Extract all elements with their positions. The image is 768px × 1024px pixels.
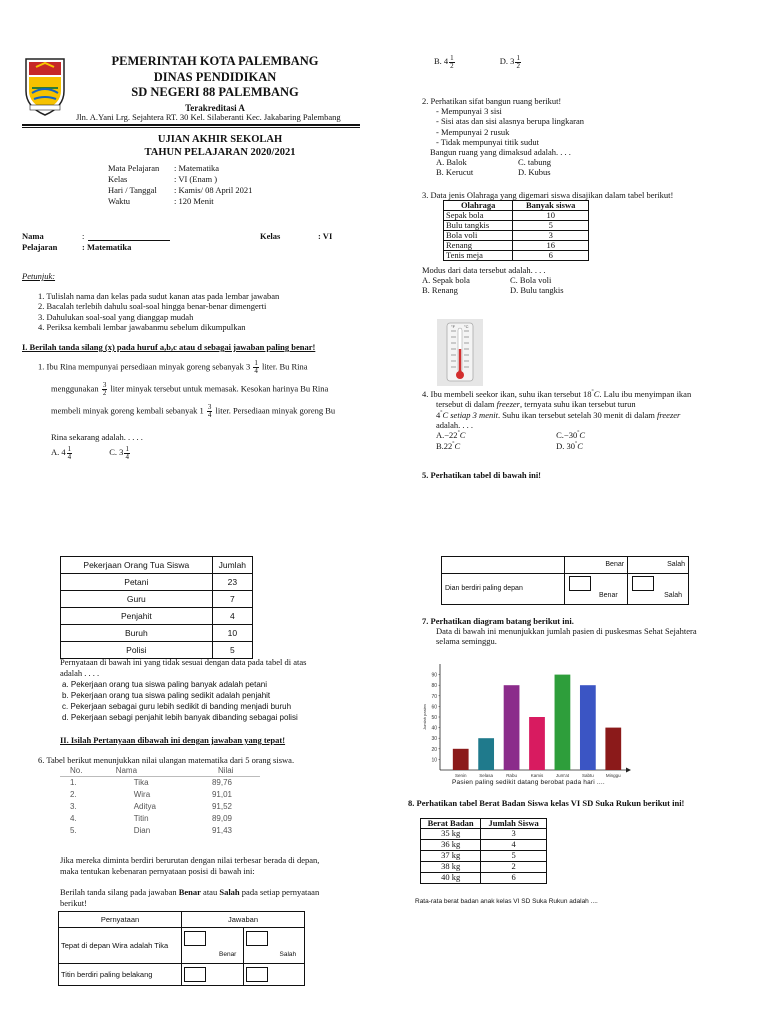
q5-option[interactable]: a. Pekerjaan orang tua siswa paling banyak adalah petani bbox=[62, 680, 268, 689]
table-row bbox=[61, 591, 253, 608]
bar bbox=[529, 717, 545, 770]
fraction-3-4: $\frac{3}{4}$ bbox=[207, 403, 212, 419]
q6-2-benar-checkbox[interactable] bbox=[184, 967, 206, 982]
question-6-text: Jika mereka diminta berdiri berurutan dengan nilai terbesar berada di depan, maka tentukan kebenaran pernyataan posisi di bawah ini: Berilah tanda silang pada jawaban Benar atau Salah pada setiap pernyataan berikut! bbox=[60, 855, 320, 908]
x-tick-label: Minggu bbox=[605, 773, 621, 778]
exam-title: UJIAN AKHIR SEKOLAH bbox=[157, 134, 283, 145]
table-cell: Tika bbox=[133, 777, 149, 787]
q2-property: - Sisi atas dan sisi alasnya berupa lingkaran bbox=[436, 116, 585, 127]
table-row bbox=[444, 230, 589, 240]
petunjuk-list bbox=[38, 291, 279, 332]
petunjuk-item: 1. Tulislah nama dan kelas pada sudut kanan atas pada lembar jawaban bbox=[38, 291, 280, 301]
table-cell: Titin bbox=[133, 813, 149, 823]
q5-option[interactable]: c. Pekerjaan sebagai guru lebih sedikit di banding menjadi buruh bbox=[62, 701, 292, 711]
q5-option[interactable]: b. Pekerjaan orang tua siswa paling sedikit adalah penjahit bbox=[62, 690, 271, 700]
nama-colon: : bbox=[82, 231, 85, 241]
q2-option-c[interactable]: C. tabung bbox=[518, 157, 552, 168]
table-row bbox=[60, 777, 260, 789]
q5-options bbox=[62, 680, 298, 724]
q8-table bbox=[420, 818, 547, 884]
bar bbox=[555, 675, 571, 770]
question-3-stem: 3. Data jenis Olahraga yang digemari siswa disajikan dalam tabel berikut! bbox=[422, 190, 674, 200]
petunjuk-title: Petunjuk: bbox=[22, 271, 56, 281]
q6-answer-table-continued: Benar Salah Dian berdiri paling depan Benar Salah bbox=[441, 556, 689, 605]
q5-table bbox=[60, 556, 253, 659]
nama-field[interactable] bbox=[88, 240, 170, 241]
table-cell: 7 bbox=[212, 591, 252, 608]
x-tick-label: Selasa bbox=[479, 773, 494, 778]
table-row bbox=[60, 825, 260, 837]
y-tick-label: 80 bbox=[431, 683, 437, 690]
y-tick-label: 90 bbox=[431, 672, 437, 679]
q4-option-b[interactable]: B.22°C bbox=[436, 440, 461, 451]
table-cell: Dian bbox=[133, 825, 151, 835]
q6-3-salah-checkbox[interactable] bbox=[632, 576, 654, 591]
table-cell: 2 bbox=[481, 861, 547, 872]
table-cell: Aditya bbox=[133, 801, 156, 811]
table-cell: 1. bbox=[70, 777, 77, 787]
header-agency: DINAS PENDIDIKAN bbox=[153, 69, 277, 84]
table-cell: 5 bbox=[481, 850, 547, 861]
patient-bar-chart bbox=[418, 660, 633, 788]
question-8-stem: 8. Perhatikan tabel Berat Badan Siswa kelas VI SD Suka Rukun berikut ini! bbox=[408, 798, 685, 808]
header-address: Jln. A.Yani Lrg. Sejahtera RT. 30 Kel. Silaberanti Kec. Jakabaring Palembang bbox=[76, 112, 341, 122]
table-cell: 40 kg bbox=[421, 872, 481, 883]
table-row bbox=[60, 813, 260, 825]
q5-option[interactable]: d. Pekerjaan sebagi penjahit lebih banyak dibanding sebagai polisi bbox=[62, 712, 298, 722]
table-header-cell: Berat Badan bbox=[421, 819, 481, 829]
table-cell: Polisi bbox=[61, 642, 213, 659]
kelas-value: : VI bbox=[318, 231, 333, 241]
q6-2-salah-checkbox[interactable] bbox=[246, 967, 268, 982]
table-cell: 4 bbox=[481, 839, 547, 850]
table-cell: 5. bbox=[70, 825, 77, 835]
table-header-cell: Nilai bbox=[217, 766, 234, 775]
table-row bbox=[421, 839, 547, 850]
question-3-options: Modus dari data tersebut adalah. . . . A. Sepak bola C. Bola voli B. Renang D. Bulu tangkis bbox=[422, 265, 564, 296]
q7-caption: Pasien paling sedikit datang berobat pada hari .... bbox=[452, 779, 605, 786]
table-cell: Penjahit bbox=[61, 608, 213, 625]
table-cell: 89,76 bbox=[211, 777, 232, 787]
table-row bbox=[61, 625, 253, 642]
exam-year: TAHUN PELAJARAN 2020/2021 bbox=[144, 147, 296, 159]
fraction-1-4: $\frac{1}{4}$ bbox=[254, 359, 258, 375]
q6-statement-1: Tepat di depan Wira adalah Tika bbox=[59, 928, 182, 964]
table-row bbox=[421, 872, 547, 883]
section-2-title: II. Isilah Pertanyaan dibawah ini dengan jawaban yang tepat! bbox=[60, 735, 286, 745]
q3-option-b[interactable]: B. Renang bbox=[422, 285, 458, 296]
table-cell: 89,09 bbox=[211, 813, 232, 823]
bar bbox=[580, 685, 596, 770]
q2-option-a[interactable]: A. Balok bbox=[436, 157, 467, 168]
q2-property: - Mempunyai 2 rusuk bbox=[436, 126, 510, 137]
table-row bbox=[61, 642, 253, 659]
table-row bbox=[444, 240, 589, 250]
q6-table bbox=[60, 766, 260, 837]
table-cell: 4 bbox=[212, 608, 252, 625]
question-4: 4. Ibu membeli seekor ikan, suhu ikan tersebut 18°C. Lalu ibu menyimpan ikan tersebut di dalam freezer, ternyata suhu ikan tersebut turun 4°C setiap 3 menit. Suhu ikan tersebut setelah 30 menit di dalam freezer adalah. . . . A.−22°C C.−30°C B.22°C D. 30°C bbox=[422, 389, 692, 451]
table-row bbox=[60, 789, 260, 801]
table-cell: Guru bbox=[61, 591, 213, 608]
table-row bbox=[421, 828, 547, 839]
q2-property: - Mempunyai 3 sisi bbox=[436, 106, 502, 117]
x-tick-label: Rabu bbox=[506, 773, 517, 778]
y-tick-label: 70 bbox=[431, 693, 437, 700]
svg-text:°F: °F bbox=[451, 324, 456, 329]
question-1: 1. Ibu Rina mempunyai persediaan minyak goreng sebanyak 3 $\frac{1}{4}$ liter. Bu Rina menggunakan $\frac{3}{2}$ liter minyak tersebut untuk memasak. Kesokan harinya Bu Rina membeli minyak goreng kembali sebanyak 1 $\frac{3}{4}$ liter. Persediaan minyak goreng Bu Rina sekarang adalah. . . . . A. 4 $\frac{1}{4}$ C. 3 $\frac{1}{4}$ bbox=[38, 359, 336, 461]
table-cell: Renang bbox=[444, 240, 513, 250]
q2-option-d[interactable]: D. Kubus bbox=[518, 167, 551, 178]
header-divider bbox=[22, 124, 360, 128]
bar bbox=[478, 738, 494, 770]
q8-ask: Rata-rata berat badan anak kelas VI SD Suka Rukun adalah .... bbox=[415, 898, 598, 905]
question-6-stem: 6. Tabel berikut menunjukkan nilai ulangan matematika dari 5 orang siswa. bbox=[38, 755, 295, 765]
table-header-cell: Banyak siswa bbox=[513, 201, 589, 211]
section-1-title: I. Berilah tanda silang (x) pada huruf a,b,c atau d sebagai jawaban paling benar! bbox=[22, 342, 316, 352]
x-tick-label: Sabtu bbox=[581, 773, 594, 778]
y-tick-label: 60 bbox=[431, 704, 437, 711]
x-axis-arrow bbox=[626, 768, 631, 773]
table-cell: Bulu tangkis bbox=[444, 220, 513, 230]
table-cell: 91,01 bbox=[211, 789, 232, 799]
table-cell: 6 bbox=[513, 250, 589, 260]
pelajaran-label: Pelajaran bbox=[22, 242, 58, 252]
table-row bbox=[421, 861, 547, 872]
table-cell: 36 kg bbox=[421, 839, 481, 850]
nama-label: Nama bbox=[22, 231, 44, 241]
q1-option-a[interactable]: A. 4 $\frac{1}{4}$ bbox=[51, 445, 72, 461]
table-cell: 3 bbox=[513, 230, 589, 240]
x-tick-label: Kamis bbox=[530, 773, 544, 778]
q6-statement-2: Titin berdiri paling belakang bbox=[59, 964, 182, 986]
table-cell: 16 bbox=[513, 240, 589, 250]
table-header-cell: Pekerjaan Orang Tua Siswa bbox=[61, 557, 213, 574]
q1-option-b[interactable]: B. 4 $\frac{1}{2}$ bbox=[434, 54, 454, 70]
table-cell: Tenis meja bbox=[444, 250, 513, 260]
bar bbox=[504, 685, 520, 770]
table-cell: 91,43 bbox=[211, 825, 232, 835]
q6-statement-3: Dian berdiri paling depan bbox=[442, 574, 565, 605]
q6-th-answer: Jawaban bbox=[182, 912, 305, 928]
q3-option-c[interactable]: C. Bola voli bbox=[510, 275, 552, 286]
y-tick-label: 40 bbox=[431, 725, 437, 732]
header-government: PEMERINTAH KOTA PALEMBANG bbox=[111, 54, 319, 68]
table-row bbox=[444, 210, 589, 220]
q6-3-benar-checkbox[interactable] bbox=[569, 576, 591, 591]
svg-text:°C: °C bbox=[464, 324, 469, 329]
table-cell: Bola voli bbox=[444, 230, 513, 240]
q3-table bbox=[443, 200, 589, 261]
q4-option-a[interactable]: A.−22°C bbox=[436, 430, 466, 441]
thermometer-image bbox=[437, 319, 483, 386]
table-row bbox=[61, 608, 253, 625]
table-cell: 3 bbox=[481, 828, 547, 839]
y-tick-label: 50 bbox=[431, 715, 437, 721]
table-cell: 37 kg bbox=[421, 850, 481, 861]
table-cell: 4. bbox=[70, 813, 77, 823]
exam-meta-row: Mata Pelajaran : Matematika bbox=[108, 163, 220, 173]
bar bbox=[605, 728, 621, 770]
petunjuk-item: 4. Periksa kembali lembar jawabanmu sebelum dikumpulkan bbox=[38, 322, 246, 333]
question-7: 7. Perhatikan diagram batang berikut ini. Data di bawah ini menunjukkan jumlah pasien di puskesmas Sehat Sejahtera selama seminggu. bbox=[422, 616, 697, 647]
table-header-cell: No. bbox=[70, 766, 83, 775]
table-cell: Wira bbox=[133, 789, 151, 799]
table-row bbox=[444, 220, 589, 230]
table-row bbox=[60, 801, 260, 813]
y-tick-label: 10 bbox=[431, 757, 437, 764]
table-cell: 10 bbox=[212, 625, 252, 642]
table-cell: 2. bbox=[70, 789, 77, 799]
table-cell: 5 bbox=[212, 642, 252, 659]
q1-option-d[interactable]: D. 3 $\frac{1}{2}$ bbox=[499, 54, 520, 70]
q6-1-benar-checkbox[interactable] bbox=[184, 931, 206, 946]
table-header-cell: Olahraga bbox=[444, 201, 513, 211]
q4-option-c[interactable]: C.−30°C bbox=[556, 430, 586, 441]
table-cell: Petani bbox=[61, 574, 213, 591]
q1-remaining-options bbox=[434, 55, 522, 70]
exam-meta-row: Waktu : 120 Menit bbox=[108, 196, 214, 206]
table-header-cell: Jumlah Siswa bbox=[481, 819, 547, 829]
q1-option-c[interactable]: C. 3 $\frac{1}{4}$ bbox=[109, 445, 129, 461]
y-axis-label: Jumlah pasien bbox=[422, 704, 427, 730]
bar bbox=[453, 749, 469, 770]
table-header-cell: Nama bbox=[115, 766, 138, 775]
table-cell: 3. bbox=[70, 801, 77, 811]
q4-option-d[interactable]: D. 30°C bbox=[556, 440, 583, 451]
table-row bbox=[61, 574, 253, 591]
q6-answer-table: Pernyataan Jawaban Tepat di depan Wira adalah Tika Benar Salah Titin berdiri paling belakang bbox=[58, 911, 305, 986]
table-cell: Sepak bola bbox=[444, 210, 513, 220]
table-cell: 23 bbox=[212, 574, 252, 591]
table-row bbox=[444, 250, 589, 260]
y-tick-label: 30 bbox=[431, 736, 437, 743]
table-cell: 6 bbox=[481, 872, 547, 883]
q2-property: - Tidak mempunyai titik sudut bbox=[436, 136, 539, 147]
table-header-cell: Jumlah bbox=[212, 557, 252, 574]
pelajaran-value: : Matematika bbox=[82, 242, 132, 252]
fraction-3-2: $\frac{3}{2}$ bbox=[102, 381, 107, 397]
table-cell: 10 bbox=[513, 210, 589, 220]
exam-meta-row: Hari / Tanggal : Kamis/ 08 April 2021 bbox=[108, 185, 253, 195]
header-school: SD NEGERI 88 PALEMBANG bbox=[131, 85, 299, 100]
table-cell: 91,52 bbox=[211, 801, 232, 811]
question-5-stem: 5. Perhatikan tabel di bawah ini! bbox=[422, 470, 542, 480]
exam-meta-row: Kelas : VI (Enam ) bbox=[108, 174, 218, 184]
table-cell: 5 bbox=[513, 220, 589, 230]
x-tick-label: Senin bbox=[454, 773, 467, 778]
kelas-label: Kelas bbox=[260, 231, 281, 241]
table-row bbox=[421, 850, 547, 861]
q3-option-d[interactable]: D. Bulu tangkis bbox=[510, 285, 564, 296]
thermometer-icon bbox=[437, 319, 483, 386]
table-cell: 35 kg bbox=[421, 828, 481, 839]
y-tick-label: 20 bbox=[431, 746, 437, 753]
q6-th-statement: Pernyataan bbox=[59, 912, 182, 928]
petunjuk-item: 2. Bacalah terlebih dahulu soal-soal hingga benar-benar dimengerti bbox=[38, 301, 267, 312]
table-cell: Buruh bbox=[61, 625, 213, 642]
exam-meta bbox=[108, 163, 252, 207]
q2-option-b[interactable]: B. Kerucut bbox=[436, 167, 474, 178]
header-accreditation: Terakreditasi A bbox=[185, 102, 245, 113]
table-cell: 38 kg bbox=[421, 861, 481, 872]
petunjuk-item: 3. Dahulukan soal-soal yang dianggap mudah bbox=[38, 311, 194, 322]
question-5-ask: Pernyataan di bawah ini yang tidak sesuai dengan data pada tabel di atas adalah . . . . bbox=[60, 657, 307, 678]
q6-1-salah-checkbox[interactable] bbox=[246, 931, 268, 946]
x-tick-label: Jum'at bbox=[555, 773, 569, 778]
q3-option-a[interactable]: A. Sepak bola bbox=[422, 275, 470, 286]
question-2: 2. Perhatikan sifat bangun ruang berikut! - Mempunyai 3 sisi - Sisi atas dan sisi alasnya berupa lingkaran - Mempunyai 2 rusuk - Tidak mempunyai titik sudut Bangun ruang yang dimaksud adalah. . . . A. Balok C. tabung B. Kerucut D. Kubus bbox=[422, 96, 742, 178]
